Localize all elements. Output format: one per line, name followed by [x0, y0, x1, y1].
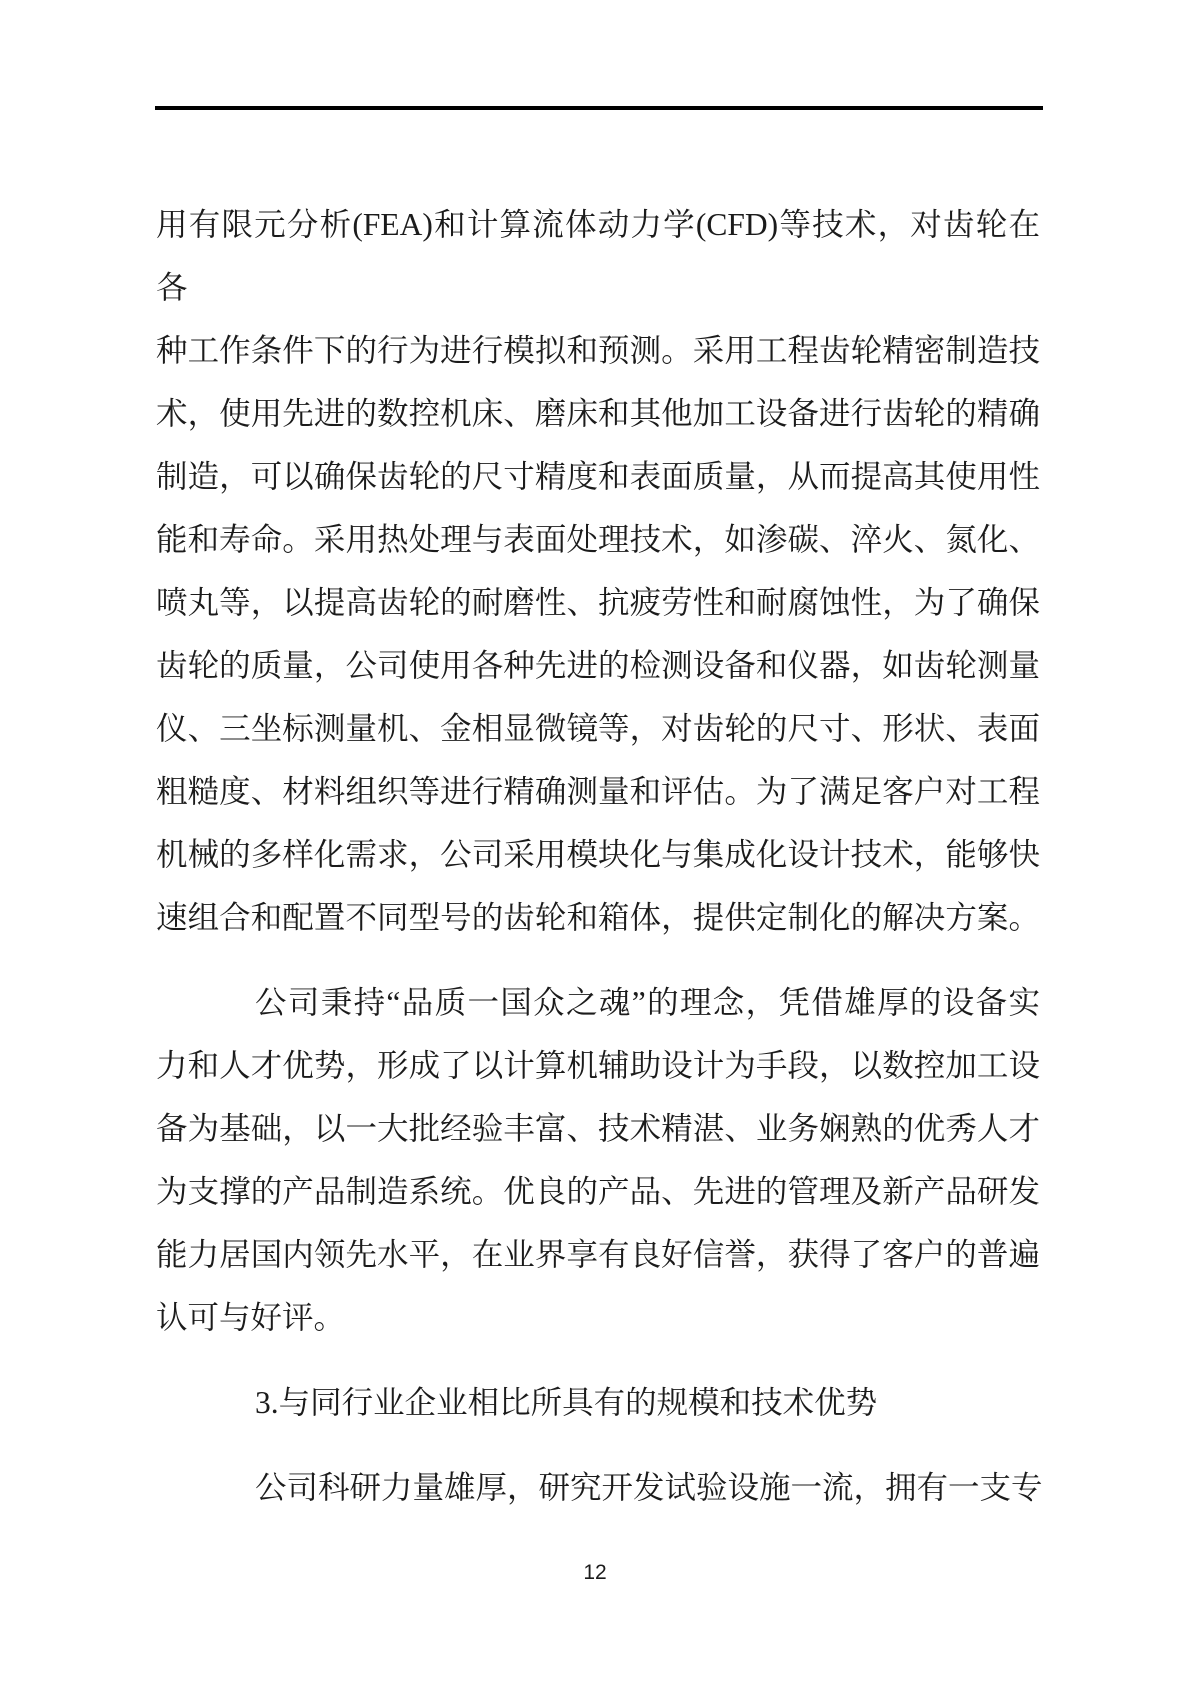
text-line: 粗糙度、材料组织等进行精确测量和评估。为了满足客户对工程: [156, 774, 1040, 809]
text-line: 仪、三坐标测量机、金相显微镜等，对齿轮的尺寸、形状、表面: [156, 711, 1040, 746]
paragraph-manufacturing-tech: [156, 193, 1040, 949]
header-rule: [155, 106, 1043, 110]
text-line: 备为基础，以一大批经验丰富、技术精湛、业务娴熟的优秀人才: [156, 1111, 1040, 1146]
text-line: 能和寿命。采用热处理与表面处理技术，如渗碳、淬火、氮化、: [156, 522, 1040, 557]
paragraph-company-philosophy: [156, 971, 1040, 1349]
text-line: 术，使用先进的数控机床、磨床和其他加工设备进行齿轮的精确: [156, 396, 1040, 431]
text-line: 力和人才优势，形成了以计算机辅助设计为手段，以数控加工设: [156, 1048, 1040, 1083]
text-line: 公司科研力量雄厚，研究开发试验设施一流，拥有一支专: [255, 1470, 1043, 1505]
text-line: 齿轮的质量，公司使用各种先进的检测设备和仪器，如齿轮测量: [156, 648, 1040, 683]
page-number: 12: [583, 1561, 607, 1584]
text-line: 用有限元分析(FEA)和计算流体动力学(CFD)等技术，对齿轮在各: [156, 207, 1040, 305]
document-body: [156, 193, 1043, 1519]
text-line: 能力居国内领先水平，在业界享有良好信誉，获得了客户的普遍: [156, 1237, 1040, 1272]
text-line: 机械的多样化需求，公司采用模块化与集成化设计技术，能够快: [156, 837, 1040, 872]
text-line: 3.与同行业企业相比所具有的规模和技术优势: [255, 1385, 878, 1420]
text-line: 种工作条件下的行为进行模拟和预测。采用工程齿轮精密制造技: [156, 333, 1040, 368]
paragraph-research-strength: [156, 1456, 1043, 1519]
text-line: 认可与好评。: [156, 1300, 346, 1335]
text-line: 制造，可以确保齿轮的尺寸精度和表面质量，从而提高其使用性: [156, 459, 1040, 494]
text-line: 速组合和配置不同型号的齿轮和箱体，提供定制化的解决方案。: [156, 900, 1040, 935]
text-line: 公司秉持“品质一国众之魂”的理念，凭借雄厚的设备实: [255, 985, 1040, 1020]
text-line: 为支撑的产品制造系统。优良的产品、先进的管理及新产品研发: [156, 1174, 1040, 1209]
text-line: 喷丸等，以提高齿轮的耐磨性、抗疲劳性和耐腐蚀性，为了确保: [156, 585, 1040, 620]
section-heading-3: [156, 1371, 1040, 1434]
